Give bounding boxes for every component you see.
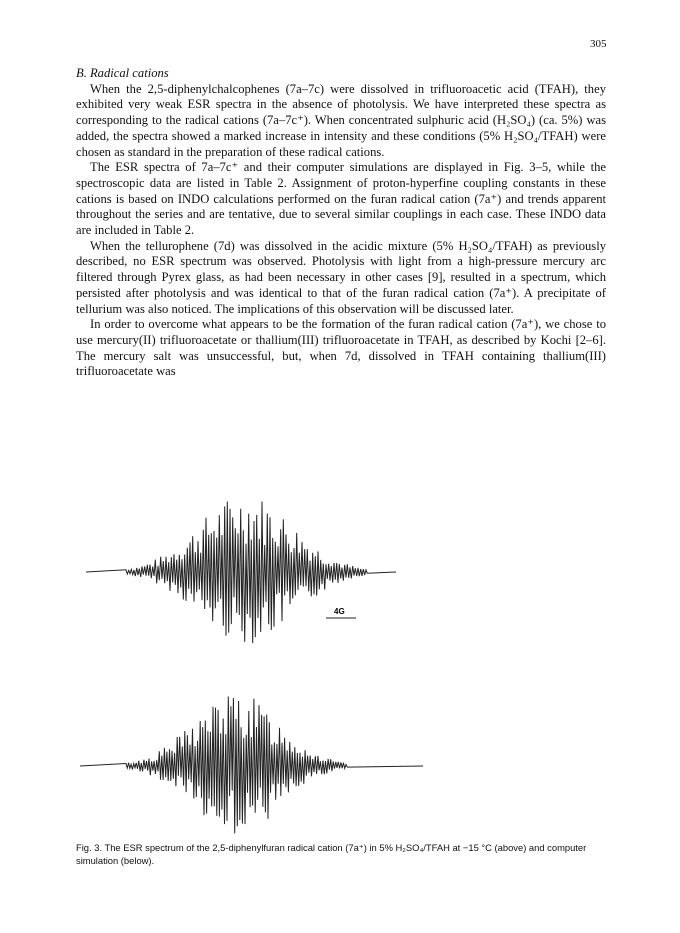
- paragraph-3: When the tellurophene (7d) was dissolved in the acidic mixture (5% H₂SO₄/TFAH) as previously described, no ESR spectrum was observed. Photolysis with light from a high-pressure mercury arc filtered through Pyrex glass, as had been necessary in other cases [9], resulted in a spectrum, which persisted after photolysis and was identical to that of the furan radical cation (7a⁺). A precipitate of tellurium was also noticed. The implications of this observation will be discussed later.: [76, 238, 606, 316]
- figure-caption: Fig. 3. The ESR spectrum of the 2,5-diphenylfuran radical cation (7a⁺) in 5% H₂SO₄/TFAH at −15 °C (above) and computer simulation (below).: [76, 842, 587, 866]
- esr-spectrum-experimental: [78, 476, 408, 646]
- page-number: 305: [590, 38, 607, 50]
- scale-label: 4G: [334, 607, 345, 616]
- paragraph-4: In order to overcome what appears to be the formation of the furan radical cation (7a⁺), we chose to use mercury(II) trifluoroacetate or thallium(III) trifluoroacetate in TFAH, as described by Kochi [2–6]. The mercury salt was unsuccessful, but, when 7d, dissolved in TFAH containing thallium(III) trifluoroacetate was: [76, 317, 606, 379]
- paragraph-1: When the 2,5-diphenylchalcophenes (7a–7c) were dissolved in trifluoroacetic acid (TFAH), they exhibited very weak ESR spectra in the absence of photolysis. We have interpreted these spectra as corresponding to the radical cations (7a–7c⁺). When concentrated sulphuric acid (H₂SO₄) (ca. 5%) was added, the spectra showed a marked increase in intensity and these conditions (5% H₂SO₄/TFAH) were chosen as standard in the preparation of these radical cations.: [76, 81, 606, 159]
- spectrum-trace: [86, 502, 396, 644]
- esr-spectrum-simulation: [78, 678, 438, 838]
- section-heading: B. Radical cations: [76, 66, 169, 80]
- body-text: [76, 66, 606, 380]
- spectrum-trace: [80, 697, 423, 834]
- paragraph-2: The ESR spectra of 7a–7c⁺ and their computer simulations are displayed in Fig. 3–5, while the spectroscopic data are listed in Table 2. Assignment of proton-hyperfine coupling constants in these cations is based on INDO calculations performed on the furan radical cation (7a⁺) and trends apparent throughout the series and are tentative, due to several similar couplings in each case. These INDO data are included in Table 2.: [76, 160, 606, 238]
